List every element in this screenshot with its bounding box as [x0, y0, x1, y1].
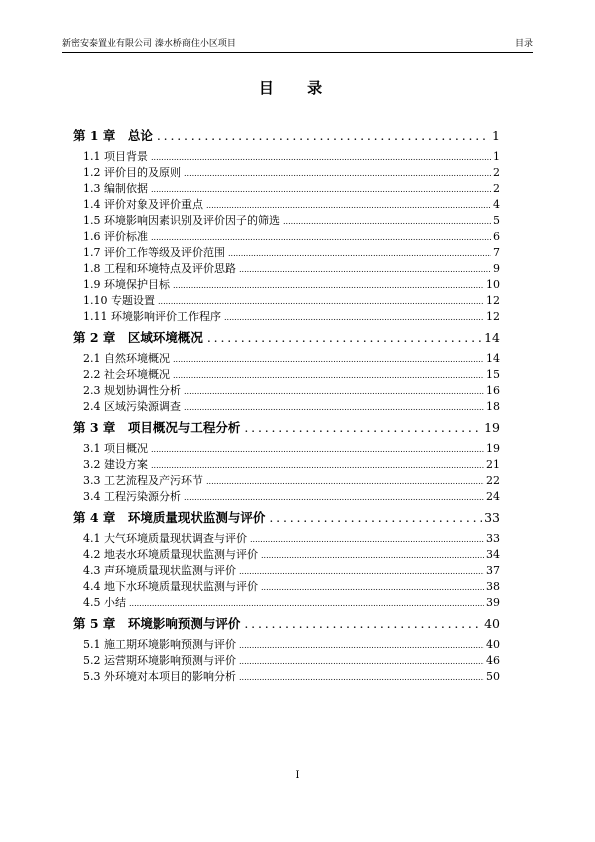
toc-section-entry[interactable] [73, 165, 500, 181]
toc-entry-label: 5.3 外环境对本项目的影响分析 [83, 670, 236, 683]
toc-entry-label: 4.4 地下水环境质量现状监测与评价 [83, 580, 258, 593]
toc-section-entry[interactable] [73, 531, 500, 547]
toc-entry-page-number: 21 [486, 458, 500, 471]
toc-entry-label: 1.3 编制依据 [83, 182, 148, 195]
toc-entry-label: 1.10 专题设置 [83, 294, 155, 307]
dot-leader [236, 654, 484, 669]
toc-entry-label: 1.2 评价目的及原则 [83, 166, 181, 179]
dot-leader [221, 310, 484, 325]
dot-leader [181, 490, 484, 505]
toc-entry-page-number: 15 [486, 368, 500, 381]
dot-leader [258, 580, 484, 595]
toc-entry-label: 1.8 工程和环境特点及评价思路 [83, 262, 236, 275]
toc-section-entry[interactable] [73, 563, 500, 579]
toc-entry-label: 3.3 工艺流程及产污环节 [83, 474, 203, 487]
toc-entry-page-number: 10 [486, 278, 500, 291]
toc-entry-page-number: 38 [486, 580, 500, 593]
toc-section-entry[interactable] [73, 399, 500, 415]
dot-leader [236, 262, 491, 277]
toc-entry-page-number: 19 [484, 420, 500, 435]
page-number: I [295, 770, 300, 781]
toc-section-entry[interactable] [73, 149, 500, 165]
dot-leader [236, 638, 484, 653]
toc-chapter-entry[interactable] [73, 126, 500, 146]
toc-section-entry[interactable] [73, 441, 500, 457]
toc-entry-page-number: 22 [486, 474, 500, 487]
toc-section-entry[interactable] [73, 181, 500, 197]
toc-entry-page-number: 12 [486, 294, 500, 307]
toc-section-entry[interactable] [73, 473, 500, 489]
toc-entry-page-number: 16 [486, 384, 500, 397]
toc-section-entry[interactable] [73, 547, 500, 563]
toc-entry-page-number: 7 [493, 246, 500, 259]
toc-entry-label: 3.4 工程污染源分析 [83, 490, 181, 503]
toc-entry-label: 第 2 章 区域环境概况 [73, 330, 203, 345]
toc-entry-page-number: 33 [484, 510, 500, 525]
dot-leader [126, 596, 484, 611]
toc-entry-page-number: 2 [493, 166, 500, 179]
dot-leader [203, 198, 491, 213]
dot-leader [148, 458, 484, 473]
toc-entry-page-number: 1 [492, 128, 500, 143]
toc-section-entry[interactable] [73, 383, 500, 399]
toc-section-entry[interactable] [73, 595, 500, 611]
toc-section-entry[interactable] [73, 229, 500, 245]
header-section-name: 目录 [514, 39, 533, 49]
toc-entry-label: 1.4 评价对象及评价重点 [83, 198, 203, 211]
toc-chapter-entry[interactable] [73, 508, 500, 528]
toc-entry-page-number: 39 [486, 596, 500, 609]
dot-leader [170, 368, 484, 383]
toc-entry-page-number: 24 [486, 490, 500, 503]
toc-entry-label: 第 5 章 环境影响预测与评价 [73, 616, 241, 631]
dot-leader [258, 548, 484, 563]
toc-section-entry[interactable] [73, 653, 500, 669]
toc-entry-label: 1.7 评价工作等级及评价范围 [83, 246, 225, 259]
dot-leader [225, 246, 491, 261]
dot-leader [155, 294, 484, 309]
toc-section-entry[interactable] [73, 457, 500, 473]
toc-title: 目 录 [258, 79, 337, 97]
toc-entry-page-number: 9 [493, 262, 500, 275]
toc-section-entry[interactable] [73, 489, 500, 505]
toc-entry-label: 3.1 项目概况 [83, 442, 148, 455]
toc-entry-label: 1.1 项目背景 [83, 150, 148, 163]
dot-leader [148, 442, 484, 457]
toc-entry-label: 4.5 小结 [83, 596, 126, 609]
toc-section-entry[interactable] [73, 277, 500, 293]
toc-entry-page-number: 18 [486, 400, 500, 413]
toc-chapter-entry[interactable] [73, 418, 500, 438]
dot-leader [170, 278, 484, 293]
toc-entry-page-number: 19 [486, 442, 500, 455]
dot-leader [148, 230, 491, 245]
dot-leader [236, 564, 484, 579]
dot-leader [247, 532, 484, 547]
toc-section-entry[interactable] [73, 309, 500, 325]
dot-leader [181, 384, 484, 399]
toc-section-entry[interactable] [73, 197, 500, 213]
toc-entry-page-number: 2 [493, 182, 500, 195]
toc-entry-label: 2.2 社会环境概况 [83, 368, 170, 381]
toc-entry-label: 4.1 大气环境质量现状调查与评价 [83, 532, 247, 545]
dot-leader [203, 474, 484, 489]
toc-entry-label: 第 1 章 总论 [73, 128, 153, 143]
dot-leader [181, 166, 491, 181]
dot-leader [240, 418, 482, 438]
toc-entry-page-number: 50 [486, 670, 500, 683]
toc-entry-page-number: 33 [486, 532, 500, 545]
toc-entry-label: 4.3 声环境质量现状监测与评价 [83, 564, 236, 577]
toc-chapter-entry[interactable] [73, 614, 500, 634]
toc-chapter-entry[interactable] [73, 328, 500, 348]
toc-entry-page-number: 37 [486, 564, 500, 577]
toc-entry-page-number: 34 [486, 548, 500, 561]
dot-leader [148, 150, 491, 165]
toc-entry-page-number: 14 [486, 352, 500, 365]
toc-entry-label: 1.11 环境影响评价工作程序 [83, 310, 221, 323]
toc-section-entry[interactable] [73, 351, 500, 367]
toc-section-entry[interactable] [73, 293, 500, 309]
toc-entry-label: 1.9 环境保护目标 [83, 278, 170, 291]
toc-section-entry[interactable] [73, 669, 500, 685]
toc-entry-page-number: 12 [486, 310, 500, 323]
toc-section-entry[interactable] [73, 367, 500, 383]
toc-section-entry[interactable] [73, 245, 500, 261]
dot-leader [280, 214, 491, 229]
toc-section-entry[interactable] [73, 579, 500, 595]
dot-leader [203, 328, 482, 348]
toc-entry-label: 2.4 区域污染源调查 [83, 400, 181, 413]
toc-section-entry[interactable] [73, 637, 500, 653]
dot-leader [181, 400, 484, 415]
toc-entry-label: 第 3 章 项目概况与工程分析 [73, 420, 241, 435]
toc-section-entry[interactable] [73, 213, 500, 229]
toc-entry-label: 2.1 自然环境概况 [83, 352, 170, 365]
page-header [62, 36, 533, 53]
toc-entry-page-number: 46 [486, 654, 500, 667]
toc-entry-label: 5.1 施工期环境影响预测与评价 [83, 638, 236, 651]
toc-entry-label: 4.2 地表水环境质量现状监测与评价 [83, 548, 258, 561]
toc-entry-page-number: 6 [493, 230, 500, 243]
toc-entry-label: 5.2 运营期环境影响预测与评价 [83, 654, 236, 667]
toc-entry-label: 1.6 评价标准 [83, 230, 148, 243]
dot-leader [265, 508, 482, 528]
header-company-project: 新密安泰置业有限公司 溱水桥商住小区项目 [62, 39, 236, 49]
toc-entry-page-number: 14 [484, 330, 500, 345]
table-of-contents [73, 123, 500, 685]
dot-leader [153, 126, 490, 146]
dot-leader [236, 670, 484, 685]
toc-entry-label: 第 4 章 环境质量现状监测与评价 [73, 510, 266, 525]
dot-leader [240, 614, 482, 634]
toc-entry-page-number: 40 [486, 638, 500, 651]
toc-entry-page-number: 1 [493, 150, 500, 163]
toc-entry-page-number: 4 [493, 198, 500, 211]
toc-entry-page-number: 5 [493, 214, 500, 227]
toc-entry-label: 1.5 环境影响因素识别及评价因子的筛选 [83, 214, 280, 227]
dot-leader [170, 352, 484, 367]
toc-entry-label: 3.2 建设方案 [83, 458, 148, 471]
toc-entry-label: 2.3 规划协调性分析 [83, 384, 181, 397]
dot-leader [148, 182, 491, 197]
toc-section-entry[interactable] [73, 261, 500, 277]
toc-entry-page-number: 40 [484, 616, 500, 631]
